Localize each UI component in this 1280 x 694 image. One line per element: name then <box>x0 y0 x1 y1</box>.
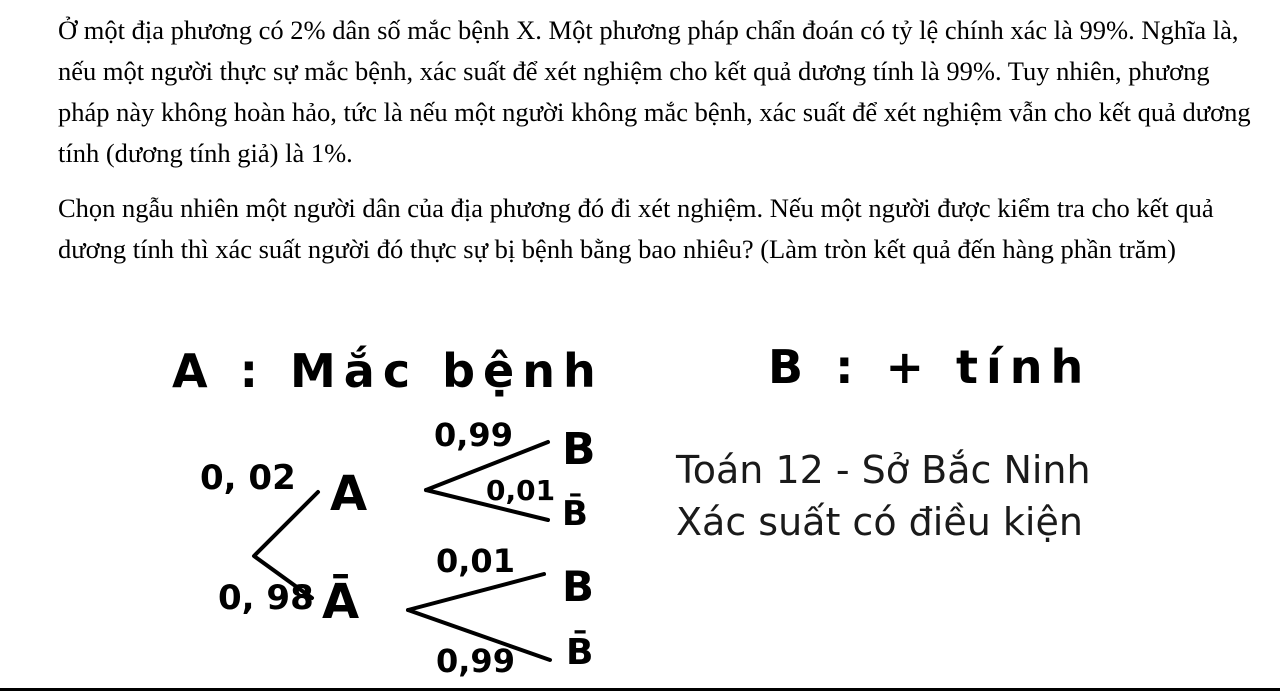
prob-notb-given-nota: 0,99 <box>436 642 515 680</box>
video-caption <box>676 444 1091 548</box>
node-not-a: Ā <box>322 574 360 630</box>
leaf-b-2: B <box>562 562 595 611</box>
leaf-notb-1: B̄ <box>562 494 588 534</box>
prob-b-given-a: 0,99 <box>434 416 513 454</box>
leaf-b-1: B <box>562 424 596 475</box>
node-a: A <box>330 466 368 522</box>
prob-a: 0, 02 <box>200 458 296 498</box>
bottom-divider <box>0 688 1280 691</box>
handwritten-event-a: A : Mắc bệnh <box>172 344 604 398</box>
handwritten-event-b: B : + tính <box>768 340 1092 394</box>
prob-notb-given-a: 0,01 <box>486 474 556 507</box>
problem-paragraph-1: Ở một địa phương có 2% dân số mắc bệnh X. Một phương pháp chẩn đoán có tỷ lệ chính xác là 99%. Nghĩa là, nếu một người thực sự mắc bệnh, xác suất để xét nghiệm cho kết quả dương tính là 99%. Tuy nhiên, phương pháp này không hoàn hảo, tức là nếu một người không mắc bệnh, xác suất để xét nghiệm vẫn cho kết quả dương tính (dương tính giả) là 1%. <box>58 15 1251 168</box>
caption-line-2: Xác suất có điều kiện <box>676 500 1083 544</box>
caption-line-1: Toán 12 - Sở Bắc Ninh <box>676 448 1091 492</box>
prob-b-given-nota: 0,01 <box>436 542 515 580</box>
leaf-notb-2: B̄ <box>566 632 594 673</box>
problem-paragraph-2: Chọn ngẫu nhiên một người dân của địa phương đó đi xét nghiệm. Nếu một người được kiểm tra cho kết quả dương tính thì xác suất người đó thực sự bị bệnh bằng bao nhiêu? (Làm tròn kết quả đến hàng phần trăm) <box>58 193 1214 264</box>
prob-not-a: 0, 98 <box>218 578 314 618</box>
